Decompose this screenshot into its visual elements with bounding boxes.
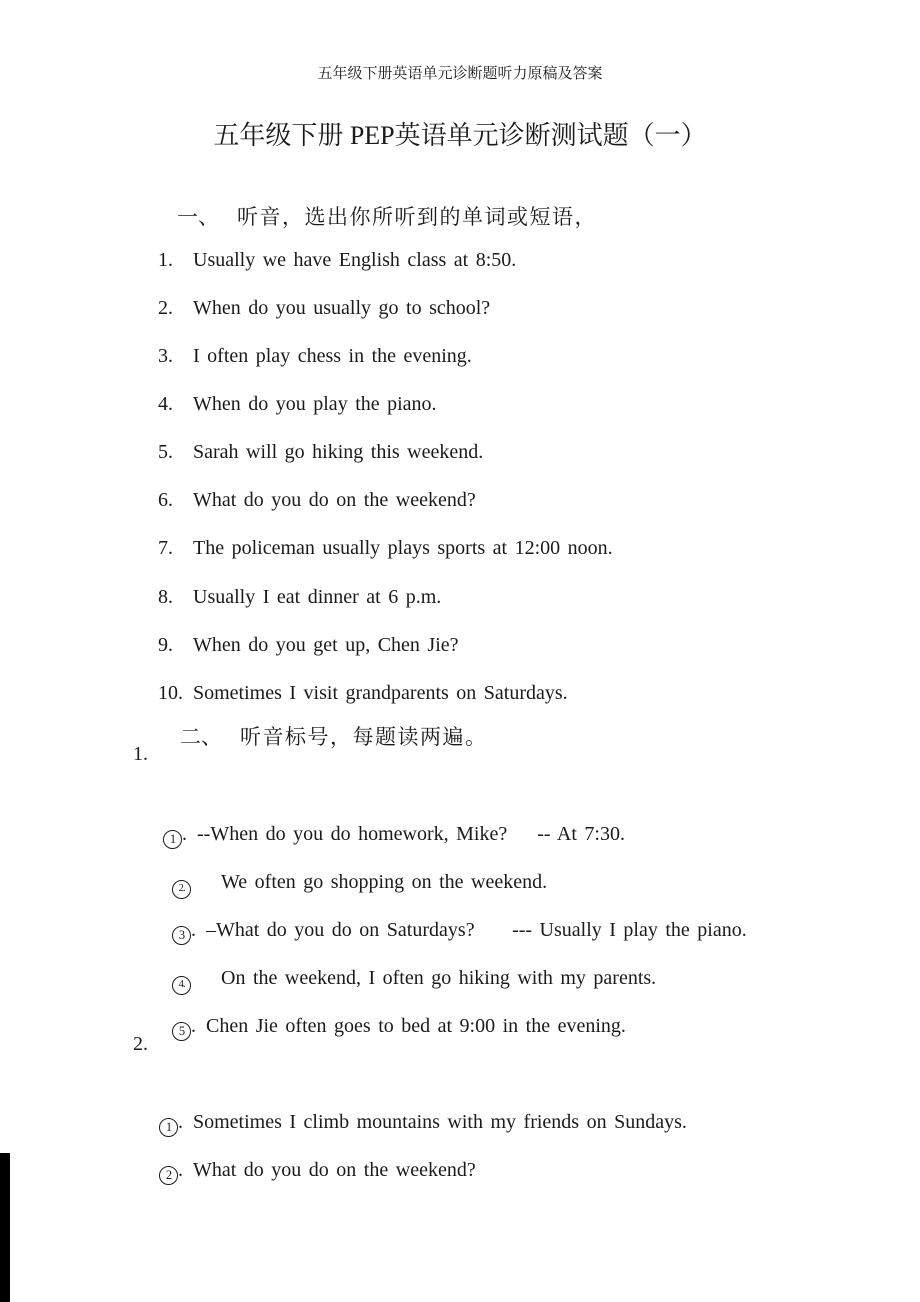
item-text: Sarah will go hiking this weekend.: [193, 441, 484, 463]
group-1-item-3: 3 . –What do you do on Saturdays? --- Usually I play the piano.: [152, 885, 747, 975]
item-text: --When do you do homework, Mike? -- At 7:30.: [197, 823, 625, 845]
item-text: What do you do on the weekend?: [193, 1159, 476, 1181]
item-number: 9.: [158, 634, 173, 656]
group-1-label: 1.: [133, 743, 148, 765]
item-text: Sometimes I climb mountains with my friends on Sundays.: [193, 1111, 687, 1133]
group-2-item-2: 2 . What do you do on the weekend?: [139, 1125, 476, 1215]
circled-number: 1: [163, 830, 182, 849]
item-number: 6.: [158, 489, 173, 511]
item-text: We often go shopping on the weekend.: [221, 871, 548, 893]
item-number: 7.: [158, 537, 173, 559]
item-number: 4.: [158, 393, 173, 415]
item-text: When do you get up, Chen Jie?: [193, 634, 459, 656]
circled-number: 1: [159, 1118, 178, 1137]
group-1-item-1: 1 . --When do you do homework, Mike? -- At 7:30.: [143, 789, 625, 879]
page-header-text: 五年级下册英语单元诊断题听力原稿及答案: [317, 66, 603, 82]
document-title: 五年级下册 PEP英语单元诊断测试题（一）: [213, 121, 707, 150]
item-text: Usually we have English class at 8:50.: [193, 249, 517, 271]
circled-number: 2: [159, 1166, 178, 1185]
item-text: Usually I eat dinner at 6 p.m.: [193, 586, 442, 608]
item-text: What do you do on the weekend?: [193, 489, 476, 511]
item-text: Sometimes I visit grandparents on Saturdays.: [193, 682, 568, 704]
circled-number: 3: [172, 926, 191, 945]
section-2-heading-text: 听音标号，每题读两遍。: [240, 725, 488, 749]
section-2-marker: 二、: [180, 725, 222, 749]
group-2-label: 2.: [133, 1033, 148, 1055]
group-2-item-1: 1 . Sometimes I climb mountains with my friends on Sundays.: [139, 1077, 687, 1167]
group-1-item-5: 5 . Chen Jie often goes to bed at 9:00 in the evening.: [152, 981, 626, 1071]
item-number: 8.: [158, 586, 173, 608]
item-text: The policeman usually plays sports at 12:00 noon.: [193, 537, 613, 559]
item-text: –What do you do on Saturdays? --- Usually I play the piano.: [206, 919, 747, 941]
section-2-heading: [153, 692, 488, 782]
item-text: I often play chess in the evening.: [193, 345, 472, 367]
scan-edge-artifact: [0, 1153, 10, 1302]
item-number: 3.: [158, 345, 173, 367]
item-text: When do you usually go to school?: [193, 297, 491, 319]
item-number: 5.: [158, 441, 173, 463]
item-text: When do you play the piano.: [193, 393, 437, 415]
circled-number: 2.: [172, 880, 191, 899]
item-number: 10.: [158, 682, 183, 704]
circled-number: 5: [172, 1022, 191, 1041]
section-1-marker: 一、: [177, 205, 219, 229]
item-number: 1.: [158, 249, 173, 271]
item-text: On the weekend, I often go hiking with my parents.: [221, 967, 657, 989]
item-number: 2.: [158, 297, 173, 319]
section-1-heading-text: 听音，选出你所听到的单词或短语，: [237, 205, 597, 229]
item-text: Chen Jie often goes to bed at 9:00 in the evening.: [206, 1015, 626, 1037]
circled-number: 4.: [172, 976, 191, 995]
